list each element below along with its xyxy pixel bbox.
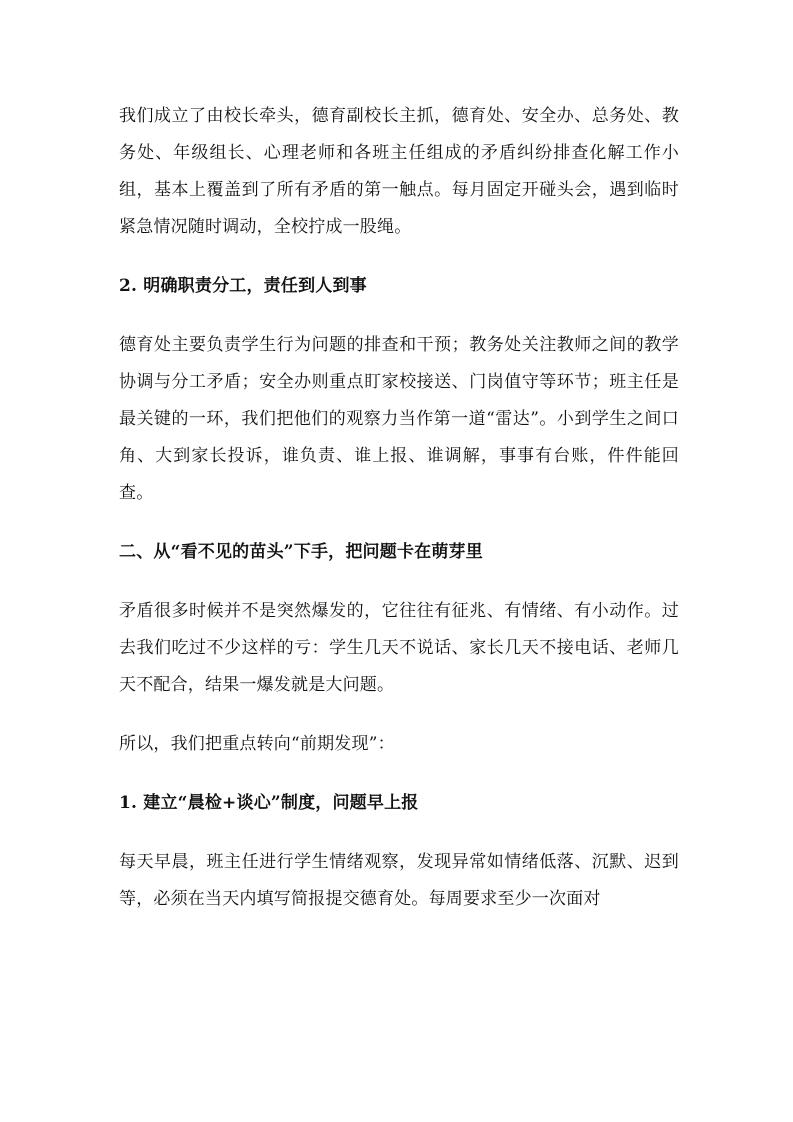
- paragraph-working-group: 我们成立了由校长牵头，德育副校长主抓，德育处、安全办、总务处、教务处、年级组长、心理老师和各班主任组成的矛盾纠纷排查化解工作小组，基本上覆盖到了所有矛盾的第一触点。每月固定开碰头会，遇到临时紧急情况随时调动，全校拧成一股绳。: [119, 106, 679, 237]
- paragraph-responsibilities: 德育处主要负责学生行为问题的排查和干预；教务处关注教师之间的教学协调与分工矛盾；安全办则重点盯家校接送、门岗值守等环节；班主任是最关键的一环，我们把他们的观察力当作第一道“雷达”。小到学生之间口角、大到家长投诉，谁负责、谁上报、谁调解，事事有台账，件件能回查。: [119, 335, 679, 503]
- document-body: [119, 98, 679, 918]
- heading-responsibilities: 2. 明确职责分工，责任到人到事: [119, 276, 367, 296]
- heading-morning-check: 1. 建立“晨检+谈心”制度，问题早上报: [119, 793, 419, 813]
- paragraph-early-discovery: 所以，我们把重点转向“前期发现”：: [119, 734, 395, 754]
- section-heading-early-signs: 二、从“看不见的苗头”下手，把问题卡在萌芽里: [119, 542, 483, 562]
- paragraph-warning-signs: 矛盾很多时候并不是突然爆发的，它往往有征兆、有情绪、有小动作。过去我们吃过不少这样的亏：学生几天不说话、家长几天不接电话、老师几天不配合，结果一爆发就是大问题。: [119, 601, 679, 695]
- paragraph-morning-check: 每天早晨，班主任进行学生情绪观察，发现异常如情绪低落、沉默、迟到等，必须在当天内填写简报提交德育处。每周要求至少一次面对: [119, 852, 679, 909]
